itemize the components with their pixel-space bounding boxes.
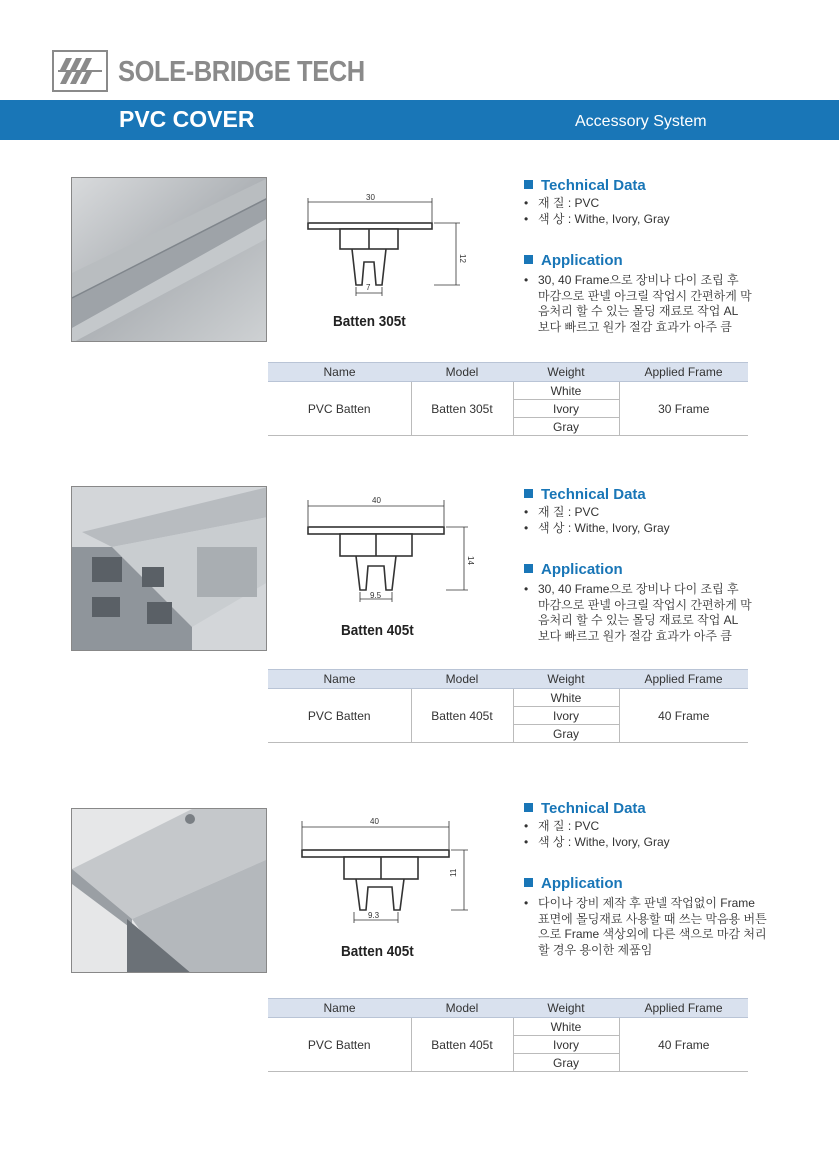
profile-drawing [300,190,475,300]
application-text: • 30, 40 Frame으로 장비나 다이 조립 후 마감으로 판넬 아크릴 작업시 간편하게 막 음처리 할 수 있는 몰딩 재료로 작업 AL 보다 빠르고 원가 절감 효과가 아주 큼 [524,273,752,334]
page-title: PVC COVER [119,106,255,132]
application-heading: Application [524,252,623,269]
product-photo [71,486,267,651]
table-cell-weight: Gray [513,1054,619,1072]
application-heading: Application [524,875,623,892]
technical-data: • 재 질 : PVC • 색 상 : Withe, Ivory, Gray [524,196,670,226]
table-cell-model: Batten 405t [411,1018,513,1072]
product-photo [71,808,267,973]
spec-table: Name Model Weight Applied Frame PVC Batten Batten 405t White 40 Frame Ivory Gray [268,669,748,743]
technical-data-heading: Technical Data [524,177,646,194]
square-bullet-icon [524,878,533,887]
brand-name: SOLE-BRIDGE TECH [118,56,365,88]
technical-data-heading: Technical Data [524,800,646,817]
slashes-logo-icon [54,52,106,90]
table-cell-applied: 30 Frame [619,382,748,436]
table-cell-model: Batten 305t [411,382,513,436]
dim-width: 40 [370,817,379,826]
table-cell-weight: White [513,689,619,707]
table-cell-applied: 40 Frame [619,689,748,743]
profile-drawing [294,815,474,927]
technical-data: • 재 질 : PVC • 색 상 : Withe, Ivory, Gray [524,819,670,849]
dim-width: 30 [366,193,375,202]
page-subtitle: Accessory System [575,113,707,130]
dim-gap: 9.3 [368,911,380,920]
application-text: • 30, 40 Frame으로 장비나 다이 조립 후 마감으로 판넬 아크릴 작업시 간편하게 막 음처리 할 수 있는 몰딩 재료로 작업 AL 보다 빠르고 원가 절감 효과가 아주 큼 [524,582,752,643]
table-cell-weight: Ivory [513,707,619,725]
table-cell-weight: Gray [513,725,619,743]
profile-drawing [300,492,475,607]
table-cell-applied: 40 Frame [619,1018,748,1072]
table-cell-name: PVC Batten [268,1018,411,1072]
dim-gap: 9.5 [370,591,382,600]
square-bullet-icon [524,180,533,189]
table-cell-weight: White [513,382,619,400]
batten-label: Batten 305t [333,313,406,330]
dim-gap: 7 [366,283,371,292]
dim-height: 11 [449,868,458,877]
application-heading: Application [524,561,623,578]
batten-label: Batten 405t [341,943,414,960]
batten-label: Batten 405t [341,622,414,639]
table-cell-weight: White [513,1018,619,1036]
square-bullet-icon [524,803,533,812]
technical-data: • 재 질 : PVC • 색 상 : Withe, Ivory, Gray [524,505,670,535]
table-cell-name: PVC Batten [268,382,411,436]
table-cell-weight: Ivory [513,1036,619,1054]
table-cell-weight: Ivory [513,400,619,418]
dim-height: 14 [466,556,475,565]
application-text: • 다이나 장비 제작 후 판넬 작업없이 Frame 표면에 몰딩재료 사용할 때 쓰는 막음용 버튼 으로 Frame 색상외에 다른 색으로 마감 처리 할 경우 용이한 제품임 [524,896,767,957]
dim-width: 40 [372,496,381,505]
square-bullet-icon [524,489,533,498]
square-bullet-icon [524,564,533,573]
table-cell-name: PVC Batten [268,689,411,743]
company-logo [52,50,108,92]
technical-data-heading: Technical Data [524,486,646,503]
spec-table: Name Model Weight Applied Frame PVC Batten Batten 305t White 30 Frame Ivory Gray [268,362,748,436]
table-cell-weight: Gray [513,418,619,436]
product-photo [71,177,267,342]
square-bullet-icon [524,255,533,264]
spec-table: Name Model Weight Applied Frame PVC Batten Batten 405t White 40 Frame Ivory Gray [268,998,748,1072]
table-cell-model: Batten 405t [411,689,513,743]
dim-height: 12 [458,254,467,263]
